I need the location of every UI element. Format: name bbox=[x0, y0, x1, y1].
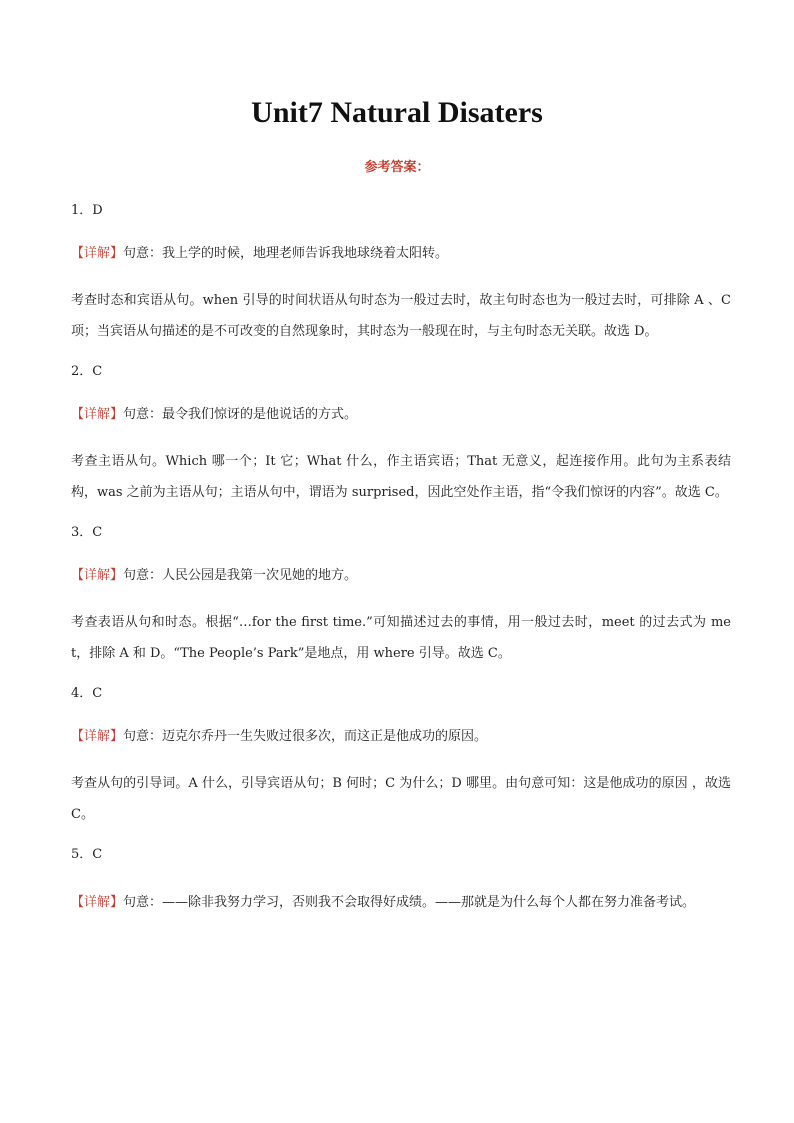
sentence-meaning: 句意：迈克尔乔丹一生失败过很多次，而这正是他成功的原因。 bbox=[123, 729, 488, 744]
sentence-meaning: 句意：——除非我努力学习，否则我不会取得好成绩。——那就是为什么每个人都在努力准备考试。 bbox=[123, 895, 696, 910]
question-number: 2．C bbox=[71, 364, 103, 379]
detail-line bbox=[71, 243, 731, 265]
detail-line bbox=[71, 565, 731, 587]
question-number: 3．C bbox=[71, 525, 103, 540]
analysis-text: 考查主语从句。Which 哪一个；It 它；What 什么，作主语宾语；That 无意义，起连接作用。此句为主系表结构，was 之前为主语从句；主语从句中，谓语为 surprised，因此空处作主语，指“令我们惊讶的内容”。故选 C。 bbox=[71, 454, 731, 500]
answer-list bbox=[71, 200, 731, 932]
detail-line bbox=[71, 404, 731, 426]
detail-tag: 【详解】 bbox=[71, 568, 124, 583]
answer-item bbox=[71, 683, 731, 830]
sentence-meaning: 句意：我上学的时候，地理老师告诉我地球绕着太阳转。 bbox=[123, 246, 449, 261]
question-number: 5．C bbox=[71, 847, 103, 862]
question-number: 1．D bbox=[71, 203, 103, 218]
detail-line bbox=[71, 726, 731, 748]
detail-tag: 【详解】 bbox=[71, 729, 124, 744]
question-number: 4．C bbox=[71, 686, 103, 701]
answer-item bbox=[71, 200, 731, 347]
answer-item bbox=[71, 844, 731, 918]
detail-tag: 【详解】 bbox=[71, 895, 124, 910]
detail-tag: 【详解】 bbox=[71, 407, 124, 422]
document-title: Unit7 Natural Disaters bbox=[251, 96, 543, 129]
answer-item bbox=[71, 361, 731, 508]
answer-key-heading: 参考答案： bbox=[364, 160, 430, 175]
detail-tag: 【详解】 bbox=[71, 246, 124, 261]
sentence-meaning: 句意：人民公园是我第一次见她的地方。 bbox=[123, 568, 358, 583]
answer-item bbox=[71, 522, 731, 669]
detail-line bbox=[71, 887, 731, 918]
analysis-text: 考查时态和宾语从句。when 引导的时间状语从句时态为一般过去时，故主句时态也为一般过去时，可排除 A 、C 项；当宾语从句描述的是不可改变的自然现象时，其时态为一般现在时，与主句时态无关联。故选 D。 bbox=[71, 293, 731, 339]
sentence-meaning: 句意：最令我们惊讶的是他说话的方式。 bbox=[123, 407, 358, 422]
analysis-text: 考查从句的引导词。A 什么，引导宾语从句；B 何时；C 为什么；D 哪里。由句意可知：这是他成功的原因 ，故选 C。 bbox=[71, 776, 731, 822]
analysis-text: 考查表语从句和时态。根据“…for the first time.”可知描述过去的事情，用一般过去时，meet 的过去式为 met，排除 A 和 D。“The People’s Park”是地点，用 where 引导。故选 C。 bbox=[71, 615, 731, 661]
